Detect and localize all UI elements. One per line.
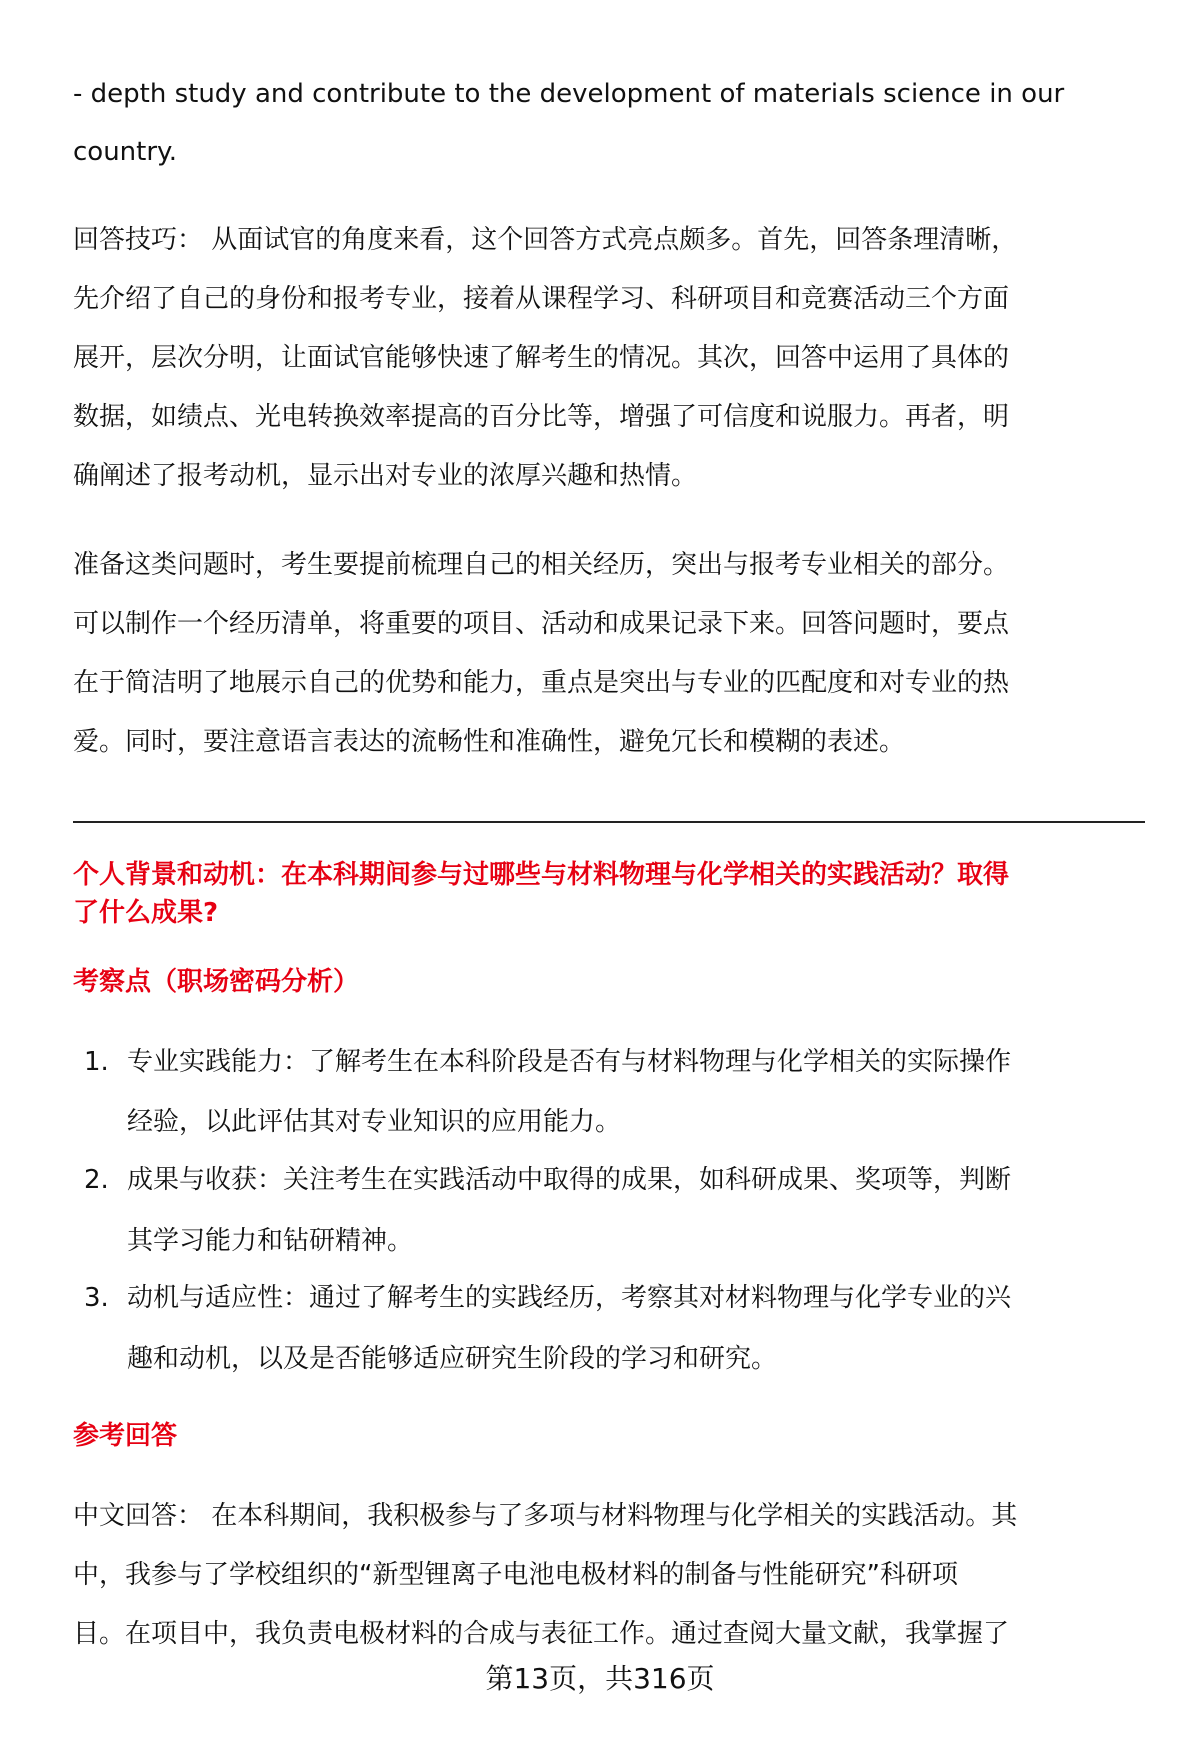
list-number: 2. bbox=[84, 1165, 109, 1195]
text-line: 中，我参与了学校组织的“新型锂离子电池电极材料的制备与性能研究”科研项 bbox=[73, 1560, 958, 1590]
page-number: 第13页，共316页 bbox=[485, 1662, 715, 1695]
question-line: 个人背景和动机：在本科期间参与过哪些与材料物理与化学相关的实践活动？取得 bbox=[73, 860, 1010, 890]
text-line: 成果与收获：关注考生在实践活动中取得的成果，如科研成果、奖项等，判断 bbox=[127, 1165, 1012, 1195]
text-line: 准备这类问题时，考生要提前梳理自己的相关经历，突出与报考专业相关的部分。 bbox=[73, 550, 1010, 580]
text-line: 在于简洁明了地展示自己的优势和能力，重点是突出与专业的匹配度和对专业的热 bbox=[73, 668, 1010, 698]
text-line: 爱。同时，要注意语言表达的流畅性和准确性，避免冗长和模糊的表述。 bbox=[73, 727, 906, 757]
text-line: 专业实践能力：了解考生在本科阶段是否有与材料物理与化学相关的实际操作 bbox=[127, 1047, 1012, 1077]
text-line: 经验，以此评估其对专业知识的应用能力。 bbox=[127, 1107, 622, 1137]
text-line: 确阐述了报考动机，显示出对专业的浓厚兴趣和热情。 bbox=[73, 461, 698, 491]
reference-heading: 参考回答 bbox=[73, 1421, 178, 1451]
text-line: 动机与适应性：通过了解考生的实践经历，考察其对材料物理与化学专业的兴 bbox=[127, 1283, 1012, 1313]
text-line: 目。在项目中，我负责电极材料的合成与表征工作。通过查阅大量文献，我掌握了 bbox=[73, 1619, 1010, 1649]
text-line: 其学习能力和钻研精神。 bbox=[127, 1226, 414, 1256]
list-number: 1. bbox=[84, 1047, 109, 1077]
text-line: - depth study and contribute to the development of materials science in our bbox=[73, 79, 1065, 109]
exam-points-heading: 考察点（职场密码分析） bbox=[73, 967, 360, 997]
text-line: 数据，如绩点、光电转换效率提高的百分比等，增强了可信度和说服力。再者，明 bbox=[73, 402, 1010, 432]
section-divider bbox=[73, 821, 1145, 823]
text-line: 中文回答： 在本科期间，我积极参与了多项与材料物理与化学相关的实践活动。其 bbox=[73, 1501, 1018, 1531]
text-line: 可以制作一个经历清单，将重要的项目、活动和成果记录下来。回答问题时，要点 bbox=[73, 609, 1010, 639]
text-line: 展开，层次分明，让面试官能够快速了解考生的情况。其次，回答中运用了具体的 bbox=[73, 343, 1010, 373]
text-line: 回答技巧： 从面试官的角度来看，这个回答方式亮点颇多。首先，回答条理清晰， bbox=[73, 225, 1018, 255]
text-line: 趣和动机，以及是否能够适应研究生阶段的学习和研究。 bbox=[127, 1344, 778, 1374]
list-number: 3. bbox=[84, 1283, 109, 1313]
text-line: 先介绍了自己的身份和报考专业，接着从课程学习、科研项目和竞赛活动三个方面 bbox=[73, 284, 1010, 314]
question-line: 了什么成果? bbox=[73, 898, 219, 928]
text-line: country. bbox=[73, 137, 177, 167]
